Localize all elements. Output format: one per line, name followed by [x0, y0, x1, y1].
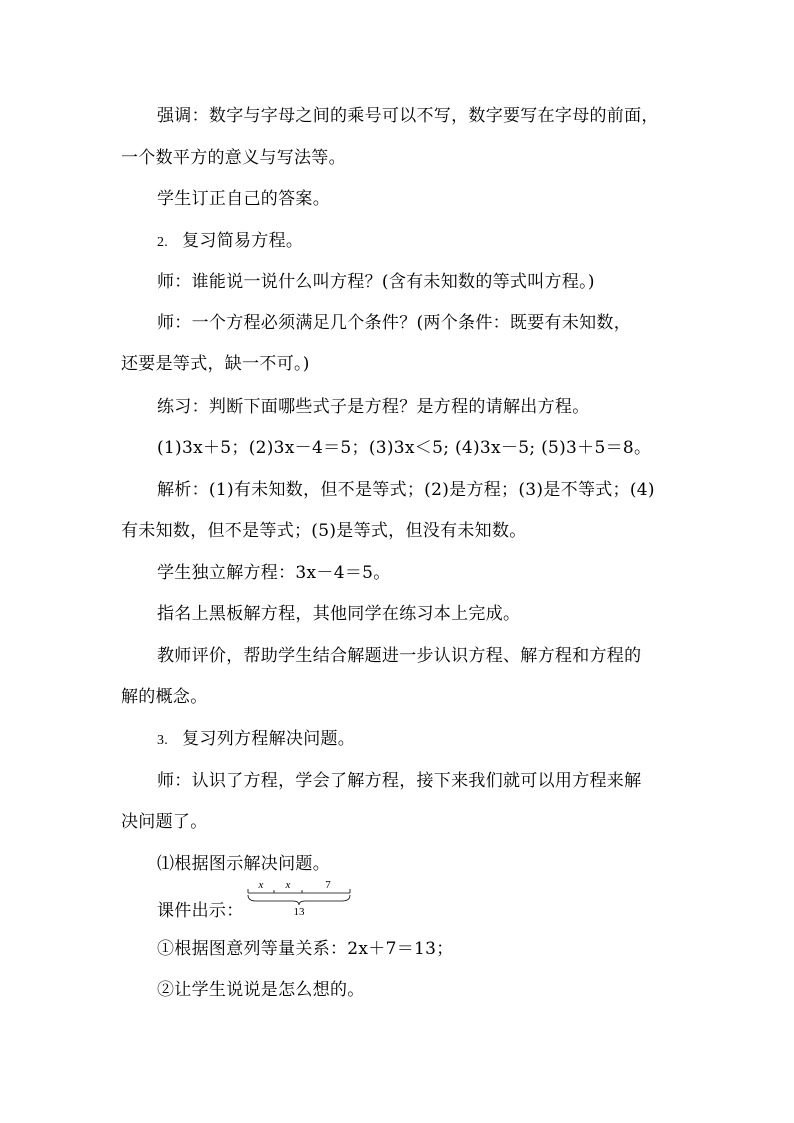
paragraph-solve-independently: 学生独立解方程：3x－4＝5。 — [157, 563, 391, 583]
paragraph-expressions: (1)3x＋5；(2)3x－4＝5；(3)3x＜5; (4)3x－5; (5)3＋5＝8。 — [157, 438, 652, 458]
segment-diagram — [244, 876, 356, 920]
paragraph-exercise: 练习：判断下面哪些式子是方程？是方程的请解出方程。 — [157, 397, 590, 417]
paragraph-diagram-problem: ⑴根据图示解决问题。 — [157, 854, 330, 874]
paragraph-step-1: ①根据图意列等量关系：2x＋7＝13； — [157, 939, 454, 959]
paragraph-analysis-line-2: 有未知数，但不是等式；(5)是等式，但没有未知数。 — [121, 521, 527, 541]
section-title: 复习列方程解决问题。 — [182, 729, 356, 749]
paragraph-emphasis-line-1: 强调：数字与字母之间的乘号可以不写，数字要写在字母的前面， — [157, 106, 659, 126]
paragraph-students-correct: 学生订正自己的答案。 — [157, 189, 330, 209]
paragraph-evaluation-line-2: 解的概念。 — [121, 687, 208, 707]
paragraph-blackboard: 指名上黑板解方程，其他同学在练习本上完成。 — [157, 604, 521, 624]
section-number: 3. — [157, 733, 169, 748]
paragraph-evaluation-line-1: 教师评价，帮助学生结合解题进一步认识方程、解方程和方程的 — [157, 646, 642, 666]
segment-label-7: 7 — [325, 879, 331, 891]
total-brace — [248, 895, 350, 905]
section-number: 2. — [157, 235, 169, 250]
paragraph-teacher-question-2-line-1: 师：一个方程必须满足几个条件？(两个条件：既要有未知数， — [157, 313, 632, 333]
paragraph-teacher-question-1: 师：谁能说一说什么叫方程？(含有未知数的等式叫方程。) — [157, 272, 595, 292]
paragraph-step-2: ②让学生说说是怎么想的。 — [157, 980, 365, 1000]
segment-label-x1: x — [258, 879, 264, 891]
paragraph-teacher-question-2-line-2: 还要是等式，缺一不可。) — [121, 354, 310, 374]
total-label: 13 — [293, 906, 305, 918]
paragraph-emphasis-line-2: 一个数平方的意义与写法等。 — [121, 148, 346, 168]
paragraph-courseware-shows: 课件出示： — [157, 901, 244, 921]
paragraph-analysis-line-1: 解析：(1)有未知数，但不是等式；(2)是方程；(3)是不等式；(4) — [157, 480, 655, 500]
segment-label-x2: x — [285, 879, 291, 891]
paragraph-teacher-transition-line-2: 决问题了。 — [121, 812, 208, 832]
section-heading-3 — [157, 728, 355, 752]
section-heading-2 — [157, 230, 303, 254]
section-title: 复习简易方程。 — [182, 231, 304, 251]
paragraph-teacher-transition-line-1: 师：认识了方程，学会了解方程，接下来我们就可以用方程来解 — [157, 771, 642, 791]
